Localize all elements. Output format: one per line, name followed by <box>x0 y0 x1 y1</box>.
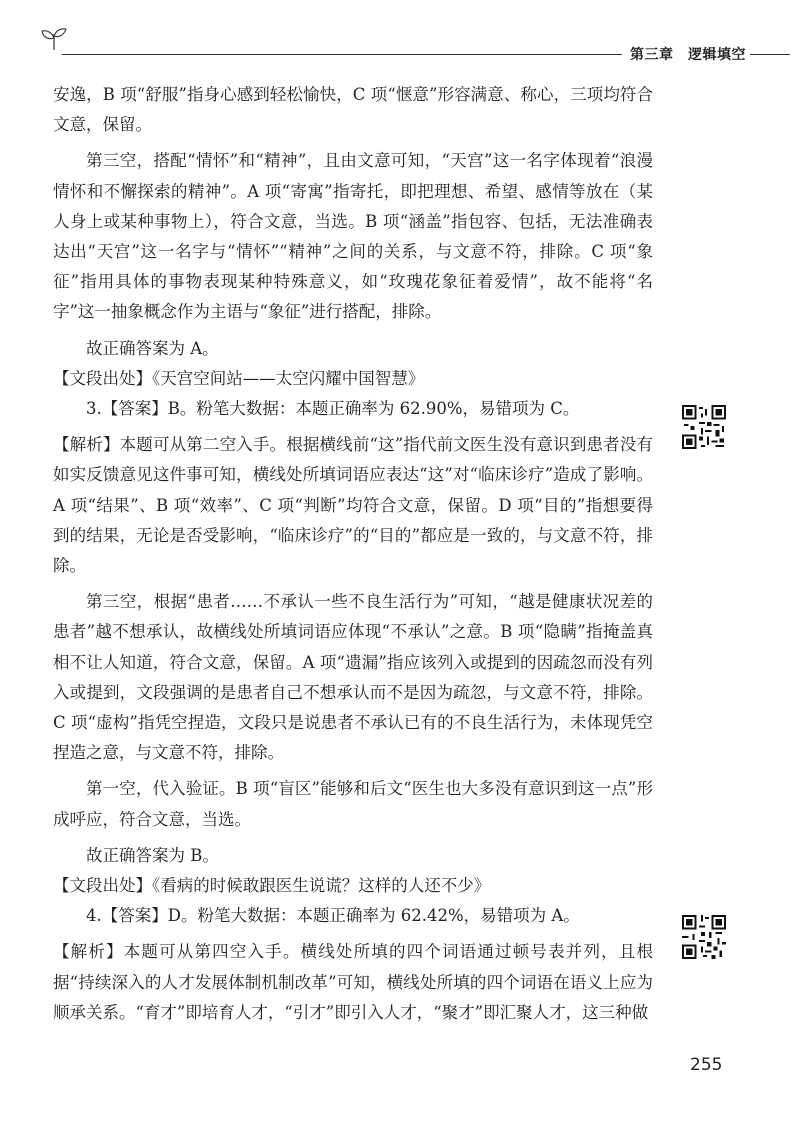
leaf-icon <box>40 26 68 52</box>
paragraph: 第三空，根据“患者……不承认一些不良生活行为”可知，“越是健康状况差的患者”越不想承认，故横线处所填词语应体现“不承认”之意。B 项“隐瞒”指掩盖真相不让人知道，符合文意，保留。A 项“遗漏”指应该列入或提到的因疏忽而没有列入或提到，文段强调的是患者自己不想承认而不是因为疏忽，与文意不符，排除。C 项“虚构”指凭空捏造，文段只是说患者不承认已有的不良生活行为，未体现凭空捏造之意，与文意不符，排除。 <box>53 592 653 763</box>
answer-line: 4.【答案】D。粉笔大数据：本题正确率为 62.42%，易错项为 A。 <box>86 906 580 926</box>
page-number: 255 <box>690 1055 723 1075</box>
paragraph: 第一空，代入验证。B 项“盲区”能够和后文“医生也大多没有意识到这一点”形成呼应，符合文意，当选。 <box>53 779 653 829</box>
paragraph: 第三空，搭配“情怀”和“精神”，且由文意可知，“天宫”这一名字体现着“浪漫情怀和不懈探索的精神”。A 项“寄寓”指寄托，即把理想、希望、感情等放在（某人身上或某种事物上），符合文意，当选。B 项“涵盖”指包容、包括，无法准确表达出“天宫”这一名字与“情怀”“精神”之间的关系，与文意不符，排除。C 项“象征”指用具体的事物表现某种特殊意义，如“玫瑰花象征着爱情”，故不能将“名字”这一抽象概念作为主语与“象征”进行搭配，排除。 <box>53 151 653 322</box>
chapter-title: 第三章 逻辑填空 <box>630 47 746 63</box>
analysis-paragraph: 【解析】本题可从第四空入手。横线处所填的四个词语通过顿号表并列，且根据“持续深入的人才发展体制机制改革”可知，横线处所填的四个词语在语义上应为顺承关系。“育才”即培育人才，“引才”即引入人才，“聚才”即汇聚人才，这三种做 <box>53 942 653 1022</box>
qr-code-icon[interactable] <box>682 915 726 959</box>
page-body <box>53 80 653 1028</box>
source-line: 【文段出处】《看病的时候敢跟医生说谎？这样的人还不少》 <box>53 876 491 896</box>
source-line: 【文段出处】《天宫空间站——太空闪耀中国智慧》 <box>53 368 425 388</box>
answer-line: 3.【答案】B。粉笔大数据：本题正确率为 62.90%，易错项为 C。 <box>86 399 580 419</box>
paragraph: 故正确答案为 A。 <box>86 338 219 358</box>
qr-code-icon[interactable] <box>682 405 726 449</box>
header-rule-right <box>750 54 790 55</box>
page-header <box>40 24 790 64</box>
header-rule-left <box>62 54 622 55</box>
paragraph: 安逸，B 项“舒服”指身心感到轻松愉快，C 项“惬意”形容满意、称心，三项均符合文意，保留。 <box>53 85 653 135</box>
paragraph: 故正确答案为 B。 <box>86 845 219 865</box>
analysis-paragraph: 【解析】本题可从第二空入手。根据横线前“这”指代前文医生没有意识到患者没有如实反馈意见这件事可知，横线处所填词语应表达“这”对“临床诊疗”造成了影响。A 项“结果”、B 项“效率”、C 项“判断”均符合文意，保留。D 项“目的”指想要得到的结果，无论是否受影响，“临床诊疗”的“目的”都应是一致的，与文意不符，排除。 <box>53 435 653 576</box>
